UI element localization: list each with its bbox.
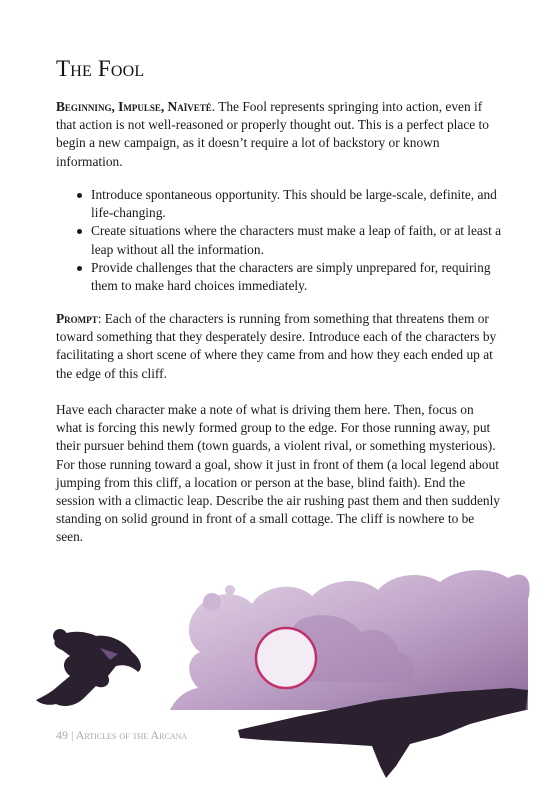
footer-separator: |: [71, 728, 74, 742]
prompt-body: : Each of the characters is running from something that threatens them or toward something that they desperately desire. Introduce each of the characters by facilitating a short scene of where they came from and how they each ended up at the edge of this cliff.: [56, 311, 497, 381]
guidance-list: [56, 186, 519, 295]
page-footer: [56, 728, 187, 743]
page-title: The Fool: [56, 56, 145, 81]
intro-body: . The Fool represents springing into action, even if that action is not well-reasoned or properly thought out. This is a perfect place to begin a new campaign, as it doesn’t require a lot of backstory or known information.: [56, 99, 489, 169]
clouds-icon: [170, 570, 530, 710]
intro-paragraph: [56, 98, 502, 171]
list-item: Provide challenges that the characters are simply unprepared for, requiring them to make hard choices immediately.: [79, 259, 519, 295]
intro-keywords: Beginning, Impulse, Naïveté: [56, 99, 212, 114]
prompt-paragraph: [56, 310, 502, 383]
list-item: Create situations where the characters must make a leap of faith, or at least a leap without all the information.: [79, 222, 519, 258]
sun-icon: [256, 628, 316, 688]
book-title: Articles of the Arcana: [75, 728, 188, 742]
instructions-paragraph: Have each character make a note of what is driving them here. Then, focus on what is forcing this newly formed group to the edge. For those running away, put their pursuer behind them (town guards, a violent rival, or something mysterious). For those running toward a goal, show it just in front of them (a local legend about jumping from this cliff, a location or person at the base, blind faith). End the session with a climactic leap. Describe the air rushing past them and then suddenly standing on solid ground in front of a small cottage. The cliff is nowhere to be seen.: [56, 402, 501, 545]
fool-illustration: [0, 560, 554, 788]
prompt-label: Prompt: [56, 311, 98, 326]
list-item: Introduce spontaneous opportunity. This should be large-scale, definite, and life-changing.: [79, 186, 519, 222]
page-number: 49: [56, 728, 68, 742]
leaping-figure-icon: [36, 629, 141, 706]
